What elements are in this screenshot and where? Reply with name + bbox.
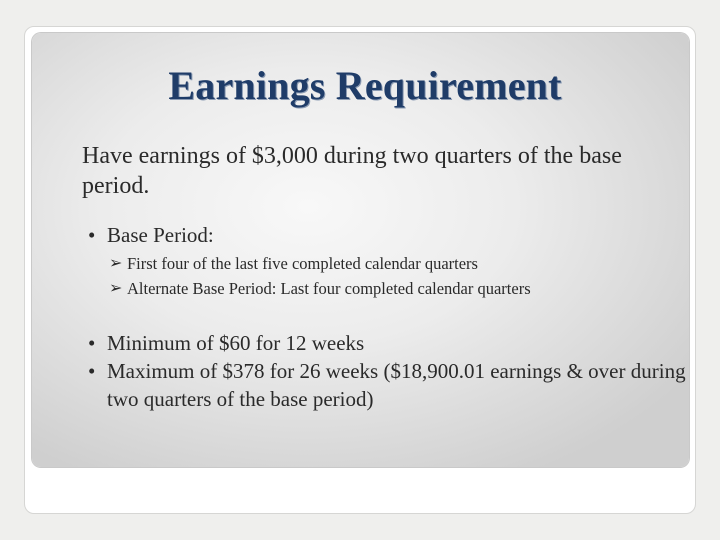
benefits-list: [88, 329, 688, 413]
base-period-sub-list: [107, 251, 688, 301]
benefit-text: Maximum of $378 for 26 weeks ($18,900.01 earnings & over during two quarters of the base period): [107, 359, 686, 411]
base-period-item: [88, 221, 688, 301]
benefit-text: Minimum of $60 for 12 weeks: [107, 331, 365, 355]
arrow-bullet-icon: ➢: [109, 280, 123, 297]
base-period-list: [88, 221, 688, 301]
sub-item-text: Alternate Base Period: Last four completed calendar quarters: [127, 279, 531, 298]
slide-title: Earnings Requirement: [168, 63, 562, 108]
sub-item-text: First four of the last five completed calendar quarters: [127, 254, 478, 273]
bullet-dot-icon: •: [88, 359, 96, 383]
arrow-bullet-icon: ➢: [109, 255, 123, 272]
intro-text: Have earnings of $3,000 during two quarters of the base period.: [82, 143, 622, 199]
benefit-item: [88, 329, 688, 357]
bullet-dot-icon: •: [88, 331, 96, 355]
bullet-dot-icon: •: [88, 223, 96, 247]
sub-list-item: [109, 251, 688, 276]
base-period-heading: Base Period:: [107, 223, 214, 247]
benefit-item: [88, 357, 688, 413]
sub-list-item: [109, 276, 688, 301]
